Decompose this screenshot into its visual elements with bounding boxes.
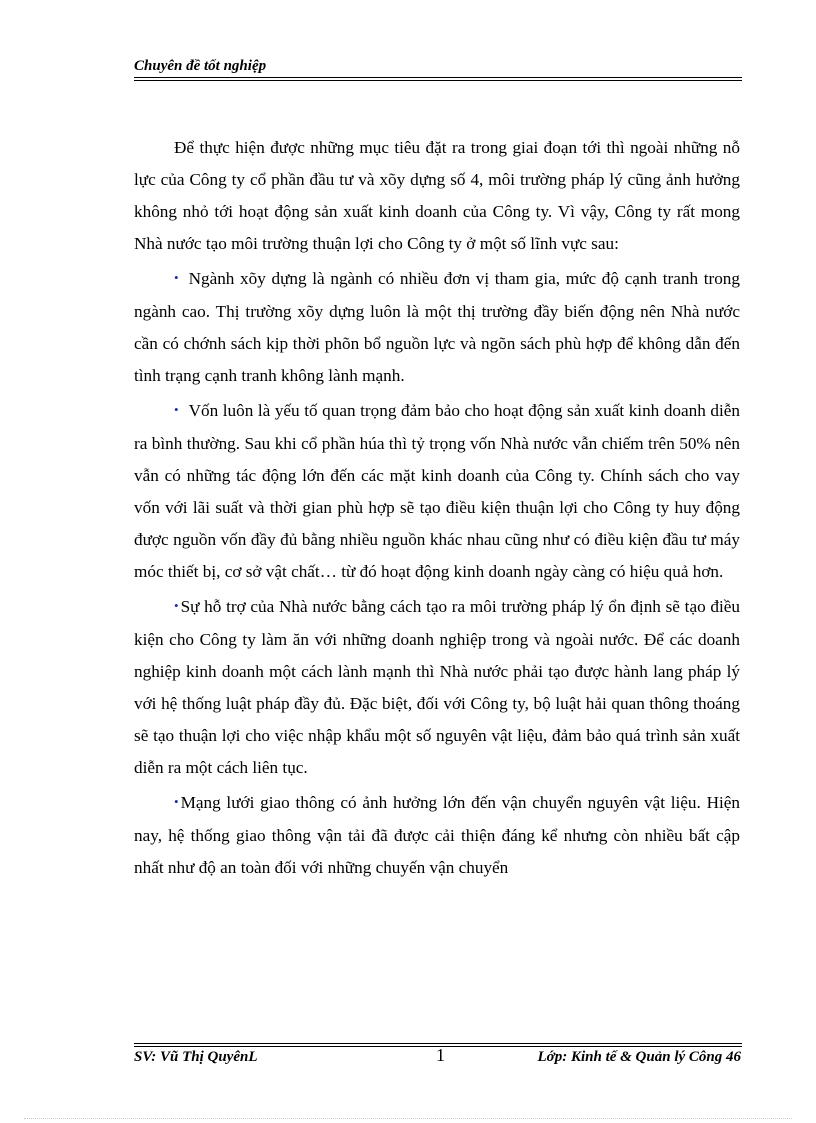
document-body	[134, 132, 740, 887]
bullet-text-1: Ngành xõy dựng là ngành có nhiều đơn vị tham gia, mức độ cạnh tranh trong ngành cao. Thị trường xõy dựng luôn là một thị trường đầy biến động nên Nhà nước cần có chớnh sách kịp thời phõn bổ nguồn lực và ngõn sách phù hợp để không dẫn đến tình trạng cạnh tranh không lành mạnh.	[134, 269, 740, 385]
bullet-paragraph-1	[134, 263, 740, 392]
bullet-icon: •	[174, 402, 179, 417]
footer-page-number: 1	[436, 1045, 445, 1065]
bullet-paragraph-3	[134, 591, 740, 784]
header-rule-double	[134, 80, 742, 81]
footer-class-label: Lớp: Kinh tế & Quản lý Công 46	[537, 1049, 741, 1065]
bullet-text-4: Mạng lưới giao thông có ảnh hưởng lớn đến vận chuyển nguyên vật liệu. Hiện nay, hệ thống giao thông vận tải đã được cải thiện đáng kể nhưng còn nhiều bất cập nhất như độ an toàn đối với những chuyến vận chuyển	[134, 793, 740, 877]
bullet-text-2: Vốn luôn là yếu tố quan trọng đảm bảo cho hoạt động sản xuất kinh doanh diễn ra bình thường. Sau khi cổ phần húa thì tỷ trọng vốn Nhà nước vẫn chiếm trên 50% nên vẫn có những tác động lớn đến các mặt kinh doanh của Công ty. Chính sách cho vay vốn với lãi suất và thời gian phù hợp sẽ tạo điều kiện thuận lợi cho Công ty huy động được nguồn vốn đầy đủ bằng nhiều nguồn khác nhau cũng như có điều kiện đầu tư máy móc thiết bị, cơ sở vật chất… từ đó hoạt động kinh doanh ngày càng có hiệu quả hơn.	[134, 401, 740, 581]
intro-paragraph: Để thực hiện được những mục tiêu đặt ra trong giai đoạn tới thì ngoài những nỗ lực của Công ty cổ phần đầu tư và xõy dựng số 4, môi trường pháp lý cũng ảnh hưởng không nhỏ tới hoạt động sản xuất kinh doanh của Công ty. Vì vậy, Công ty rất mong Nhà nước tạo môi trường thuận lợi cho Công ty ở một số lĩnh vực sau:	[134, 138, 740, 253]
header-rule	[134, 77, 742, 78]
bullet-text-3: Sự hỗ trợ của Nhà nước bằng cách tạo ra môi trường pháp lý ổn định sẽ tạo điều kiện cho Công ty làm ăn với những doanh nghiệp trong và ngoài nước. Để các doanh nghiệp kinh doanh một cách lành mạnh thì Nhà nước phải tạo được hành lang pháp lý với hệ thống luật pháp đầy đủ. Đặc biệt, đối với Công ty, bộ luật hải quan thông thoáng sẽ tạo thuận lợi cho việc nhập khẩu một số nguyên vật liệu, đảm bảo quá trình sản xuất diễn ra một cách liên tục.	[134, 597, 740, 777]
bullet-paragraph-2	[134, 395, 740, 588]
bullet-icon: •	[174, 270, 179, 285]
bullet-icon: •	[174, 794, 179, 809]
footer-rule	[134, 1043, 742, 1044]
bullet-paragraph-4	[134, 787, 740, 884]
page-edge-divider	[24, 1118, 792, 1119]
footer-student-name: SV: Vũ Thị QuyênL	[134, 1049, 258, 1065]
page-header-title: Chuyên đề tốt nghiệp	[134, 58, 267, 74]
bullet-icon: •	[174, 598, 179, 613]
